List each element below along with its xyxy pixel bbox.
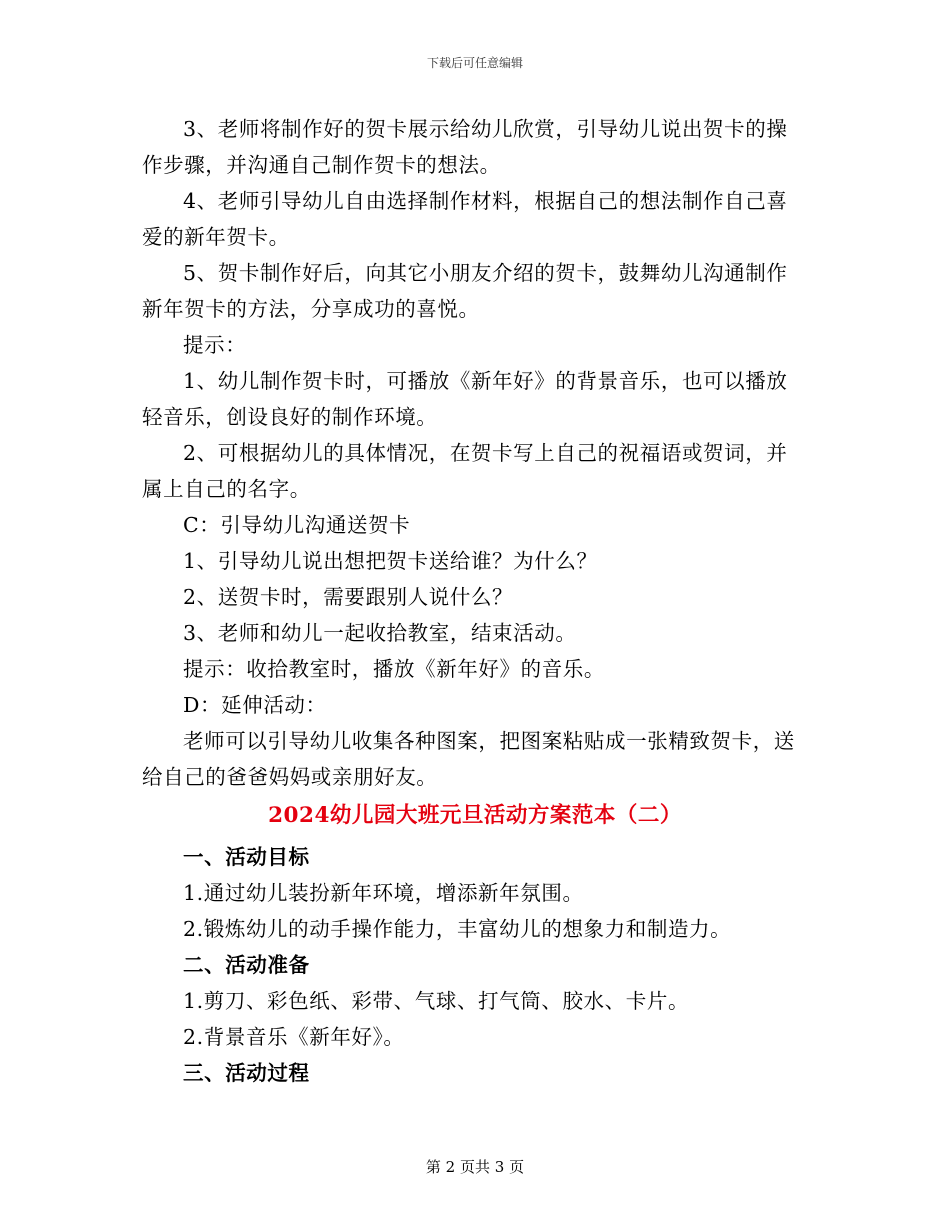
paragraph: 2、可根据幼儿的具体情况，在贺卡写上自己的祝福语或贺词，并属上自己的名字。 xyxy=(142,441,788,501)
paragraph: 1、引导幼儿说出想把贺卡送给谁？为什么？ xyxy=(183,549,598,573)
section-heading: 三、活动过程 xyxy=(183,1061,310,1085)
paragraph: 2.锻炼幼儿的动手操作能力，丰富幼儿的想象力和制造力。 xyxy=(183,917,732,941)
paragraph: 提示： xyxy=(183,333,247,357)
paragraph: 老师可以引导幼儿收集各种图案，把图案粘贴成一张精致贺卡，送给自己的爸爸妈妈或亲朋好友。 xyxy=(142,729,795,789)
paragraph: D：延伸活动： xyxy=(183,693,327,717)
page-footer: 第 2 页共 3 页 xyxy=(425,1158,525,1176)
section-heading: 一、活动目标 xyxy=(183,845,310,869)
paragraph: C：引导幼儿沟通送贺卡 xyxy=(183,513,411,537)
paragraph: 1、幼儿制作贺卡时，可播放《新年好》的背景音乐，也可以播放轻音乐，创设良好的制作环境。 xyxy=(142,369,788,429)
document-body xyxy=(142,111,808,1091)
section-title: 2024幼儿园大班元旦活动方案范本（二） xyxy=(268,803,682,828)
paragraph: 1.通过幼儿装扮新年环境，增添新年氛围。 xyxy=(183,881,584,905)
paragraph: 3、老师将制作好的贺卡展示给幼儿欣赏，引导幼儿说出贺卡的操作步骤，并沟通自己制作贺卡的想法。 xyxy=(142,117,788,177)
paragraph: 1.剪刀、彩色纸、彩带、气球、打气筒、胶水、卡片。 xyxy=(183,989,690,1013)
paragraph: 2.背景音乐《新年好》。 xyxy=(183,1025,405,1049)
paragraph: 提示：收拾教室时，播放《新年好》的音乐。 xyxy=(183,657,605,681)
paragraph: 5、贺卡制作好后，向其它小朋友介绍的贺卡，鼓舞幼儿沟通制作新年贺卡的方法，分享成功的喜悦。 xyxy=(142,261,788,321)
paragraph: 4、老师引导幼儿自由选择制作材料，根据自己的想法制作自己喜爱的新年贺卡。 xyxy=(142,189,788,249)
paragraph: 3、老师和幼儿一起收拾教室，结束活动。 xyxy=(183,621,577,645)
paragraph: 2、送贺卡时，需要跟别人说什么？ xyxy=(183,585,514,609)
section-heading: 二、活动准备 xyxy=(183,953,310,977)
page-header: 下载后可任意编辑 xyxy=(426,56,523,70)
